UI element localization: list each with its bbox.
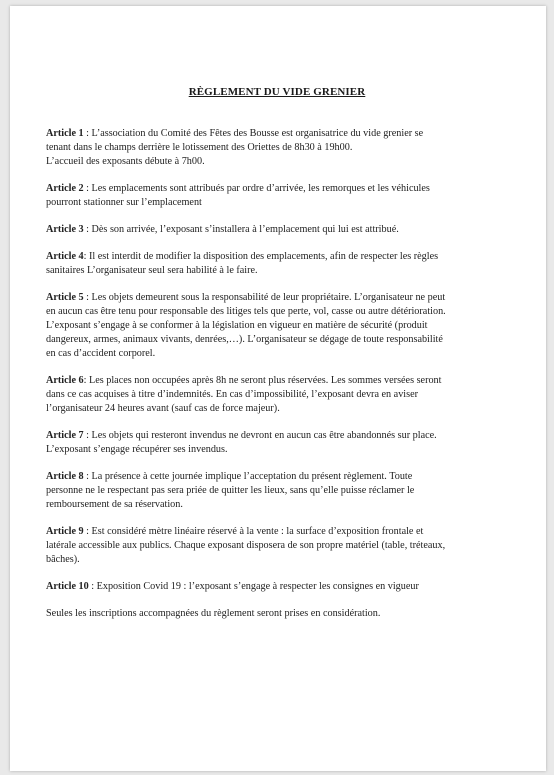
article-text: : Les objets demeurent sous la responsabilité de leur propriétaire. L’organisateur ne peut [83,292,446,303]
article-text: l’organisateur 24 heures avant (sauf cas de force majeur). [46,403,280,414]
article-label: Article 4 [46,251,84,262]
article-text: : Il est interdit de modifier la disposition des emplacements, afin de respecter les règles [83,251,439,262]
article-label: Article 6 [46,375,84,386]
article-3 [46,223,516,237]
article-text: tenant dans le champs derrière le lotissement des Oriettes de 8h30 à 19h00. [46,142,353,153]
article-text: : Les objets qui resteront invendus ne devront en aucun cas être abandonnés sur place. [83,430,437,441]
article-text: bâches). [46,554,80,565]
article-text: remboursement de sa réservation. [46,499,183,510]
article-7 [46,429,516,457]
article-label: Article 5 [46,292,84,303]
article-text: : La présence à cette journée implique l’acceptation du présent règlement. Toute [83,471,413,482]
faded-scan-area [245,194,535,222]
article-6 [46,374,516,416]
article-label: Article 7 [46,430,84,441]
article-text: : Exposition Covid 19 : l’exposant s’engage à respecter les consignes en vigueur [88,581,419,592]
article-text: dangereux, armes, animaux vivants, denrées,…). L’organisateur se dégage de toute responsabilité [46,334,443,345]
article-text: L’accueil des exposants débute à 7h00. [46,156,205,167]
article-text: : Les emplacements sont attribués par ordre d’arrivée, les remorques et les véhicules [83,183,430,194]
article-text: personne ne le respectant pas sera priée de quitter les lieux, sans qu’elle puisse réclamer le [46,485,415,496]
article-label: Article 2 [46,183,84,194]
article-text: en cas d’accident corporel. [46,348,156,359]
article-8 [46,470,516,512]
article-text: latérale accessible aux publics. Chaque exposant disposera de son propre matériel (table, tréteaux, [46,540,446,551]
document-title: RÈGLEMENT DU VIDE GRENIER [188,86,366,98]
article-5 [46,291,516,361]
article-text: pourront stationner sur l’emplacement [46,197,202,208]
article-label: Article 10 [46,581,89,592]
closing-text: Seules les inscriptions accompagnées du règlement seront prises en considération. [46,608,381,619]
article-text: : Dès son arrivée, l’exposant s’installera à l’emplacement qui lui est attribué. [83,224,399,235]
article-label: Article 3 [46,224,84,235]
closing-statement [46,607,516,621]
article-text: L’exposant s’engage récupérer ses invendus. [46,444,228,455]
article-10 [46,580,516,594]
article-label: Article 9 [46,526,84,537]
article-9 [46,525,516,567]
article-text: L’exposant s’engage à se conformer à la législation en vigueur en matière de sécurité (produit [46,320,428,331]
article-text: en aucun cas être tenu pour responsable des litiges tels que perte, vol, casse ou autre détérioration. [46,306,446,317]
article-label: Article 8 [46,471,84,482]
article-text: : Est considéré mètre linéaire réservé à la vente : la surface d’exposition frontale et [83,526,424,537]
article-text: : Les places non occupées après 8h ne seront plus réservées. Les sommes versées seront [83,375,442,386]
article-label: Article 1 [46,128,84,139]
article-4 [46,250,516,278]
article-1 [46,127,516,169]
article-text: sanitaires L’organisateur seul sera habilité à le faire. [46,265,258,276]
article-text: : L’association du Comité des Fêtes des Bousse est organisatrice du vide grenier se [83,128,424,139]
article-text: dans ce cas acquises à titre d’indemnités. En cas d’impossibilité, l’exposant devra en aviser [46,389,419,400]
